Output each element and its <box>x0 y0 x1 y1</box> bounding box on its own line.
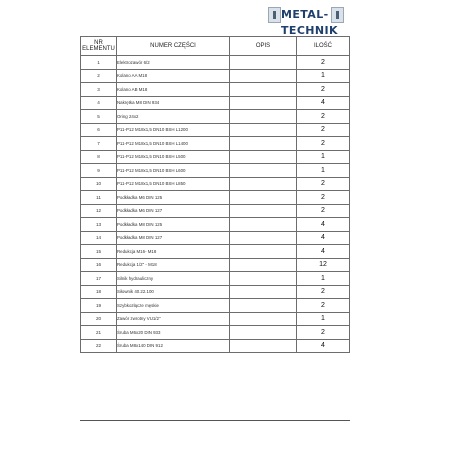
part-description <box>230 299 297 313</box>
part-quantity: 2 <box>297 123 350 137</box>
part-quantity: 2 <box>297 285 350 299</box>
part-quantity: 2 <box>297 191 350 205</box>
part-name: Kolano AA M18 <box>117 69 230 83</box>
row-number: 3 <box>81 83 117 97</box>
table-row <box>81 245 350 259</box>
part-description <box>230 110 297 124</box>
table-row <box>81 339 350 353</box>
part-name: P11-P12 M18x1,5 DN10 BSH L600 <box>117 164 230 178</box>
table-row <box>81 137 350 151</box>
part-name: Podkładka M6 DIN 127 <box>117 204 230 218</box>
part-name: P11-P12 M18x1,5 DN10 BSH L850 <box>117 177 230 191</box>
table-row <box>81 177 350 191</box>
part-name: Podkładka M8 DIN 127 <box>117 231 230 245</box>
part-description <box>230 285 297 299</box>
part-quantity: 2 <box>297 83 350 97</box>
part-description <box>230 272 297 286</box>
row-number: 8 <box>81 150 117 164</box>
part-quantity: 4 <box>297 339 350 353</box>
part-name: Redukcja M16- M18 <box>117 245 230 259</box>
part-description <box>230 56 297 70</box>
part-name: Redukcja 1/2" - M18 <box>117 258 230 272</box>
row-number: 19 <box>81 299 117 313</box>
table-row <box>81 69 350 83</box>
part-name: Śruba M8x140 DIN 912 <box>117 339 230 353</box>
logo-text: METAL-TECHNIK <box>281 8 338 37</box>
row-number: 4 <box>81 96 117 110</box>
part-name: Śruba M6x20 DIN 933 <box>117 326 230 340</box>
part-description <box>230 326 297 340</box>
table-row <box>81 164 350 178</box>
row-number: 16 <box>81 258 117 272</box>
table-row <box>81 150 350 164</box>
table-row <box>81 204 350 218</box>
table-row <box>81 191 350 205</box>
row-number: 14 <box>81 231 117 245</box>
table-row <box>81 258 350 272</box>
row-number: 15 <box>81 245 117 259</box>
part-description <box>230 204 297 218</box>
row-number: 10 <box>81 177 117 191</box>
part-name: Silnik hydrauliczny <box>117 272 230 286</box>
part-description <box>230 245 297 259</box>
part-quantity: 2 <box>297 137 350 151</box>
part-description <box>230 137 297 151</box>
header-desc: OPIS <box>230 37 297 56</box>
table-row <box>81 96 350 110</box>
table-row <box>81 299 350 313</box>
part-name: Siłownik 40.22.100 <box>117 285 230 299</box>
row-number: 6 <box>81 123 117 137</box>
part-name: Kolano AB M18 <box>117 83 230 97</box>
part-quantity: 1 <box>297 272 350 286</box>
part-description <box>230 218 297 232</box>
part-name: P11-P12 M18x1,5 DN10 BSH L500 <box>117 150 230 164</box>
part-name: Podkładka M8 DIN 125 <box>117 218 230 232</box>
table-row <box>81 110 350 124</box>
row-number: 1 <box>81 56 117 70</box>
part-name: Zawór zwrotny VU1/2" <box>117 312 230 326</box>
header-qty: ILOŚĆ <box>297 37 350 56</box>
row-number: 13 <box>81 218 117 232</box>
footer-divider <box>80 420 350 421</box>
parts-list-table <box>80 36 350 353</box>
row-number: 17 <box>81 272 117 286</box>
part-quantity: 1 <box>297 69 350 83</box>
part-quantity: 2 <box>297 110 350 124</box>
part-description <box>230 258 297 272</box>
part-quantity: 4 <box>297 96 350 110</box>
row-number: 5 <box>81 110 117 124</box>
table-body <box>81 56 350 353</box>
part-description <box>230 69 297 83</box>
table-row <box>81 312 350 326</box>
row-number: 18 <box>81 285 117 299</box>
part-description <box>230 312 297 326</box>
part-quantity: 1 <box>297 312 350 326</box>
part-description <box>230 339 297 353</box>
part-name: Podkładka M6 DIN 125 <box>117 191 230 205</box>
part-quantity: 2 <box>297 204 350 218</box>
header-nr: NR ELEMENTU <box>81 37 117 56</box>
part-name: Nakrętka M8 DIN 934 <box>117 96 230 110</box>
table-row <box>81 326 350 340</box>
part-description <box>230 123 297 137</box>
row-number: 12 <box>81 204 117 218</box>
part-quantity: 4 <box>297 245 350 259</box>
part-description <box>230 177 297 191</box>
part-name: P11-P12 M18x1,5 DN10 BSH L1400 <box>117 137 230 151</box>
part-quantity: 2 <box>297 177 350 191</box>
part-quantity: 4 <box>297 218 350 232</box>
row-number: 21 <box>81 326 117 340</box>
part-description <box>230 191 297 205</box>
table-row <box>81 231 350 245</box>
part-quantity: 1 <box>297 164 350 178</box>
part-description <box>230 96 297 110</box>
part-description <box>230 164 297 178</box>
table-row <box>81 123 350 137</box>
table-row <box>81 272 350 286</box>
part-quantity: 1 <box>297 150 350 164</box>
part-description <box>230 150 297 164</box>
row-number: 11 <box>81 191 117 205</box>
part-quantity: 2 <box>297 299 350 313</box>
part-quantity: 12 <box>297 258 350 272</box>
company-logo <box>268 7 380 37</box>
part-name: Oring 24x2 <box>117 110 230 124</box>
row-number: 20 <box>81 312 117 326</box>
table-header-row <box>81 37 350 56</box>
part-quantity: 4 <box>297 231 350 245</box>
part-quantity: 2 <box>297 326 350 340</box>
table-row <box>81 83 350 97</box>
table-row <box>81 56 350 70</box>
table-row <box>81 218 350 232</box>
row-number: 7 <box>81 137 117 151</box>
part-name: Elektrozawór 6/2 <box>117 56 230 70</box>
table-row <box>81 285 350 299</box>
part-quantity: 2 <box>297 56 350 70</box>
row-number: 22 <box>81 339 117 353</box>
part-name: Szybkozłącze męskie <box>117 299 230 313</box>
header-name: NUMER CZĘŚCI <box>117 37 230 56</box>
row-number: 2 <box>81 69 117 83</box>
part-name: P11-P12 M18x1,5 DN10 BSH L1200 <box>117 123 230 137</box>
row-number: 9 <box>81 164 117 178</box>
part-description <box>230 83 297 97</box>
part-description <box>230 231 297 245</box>
